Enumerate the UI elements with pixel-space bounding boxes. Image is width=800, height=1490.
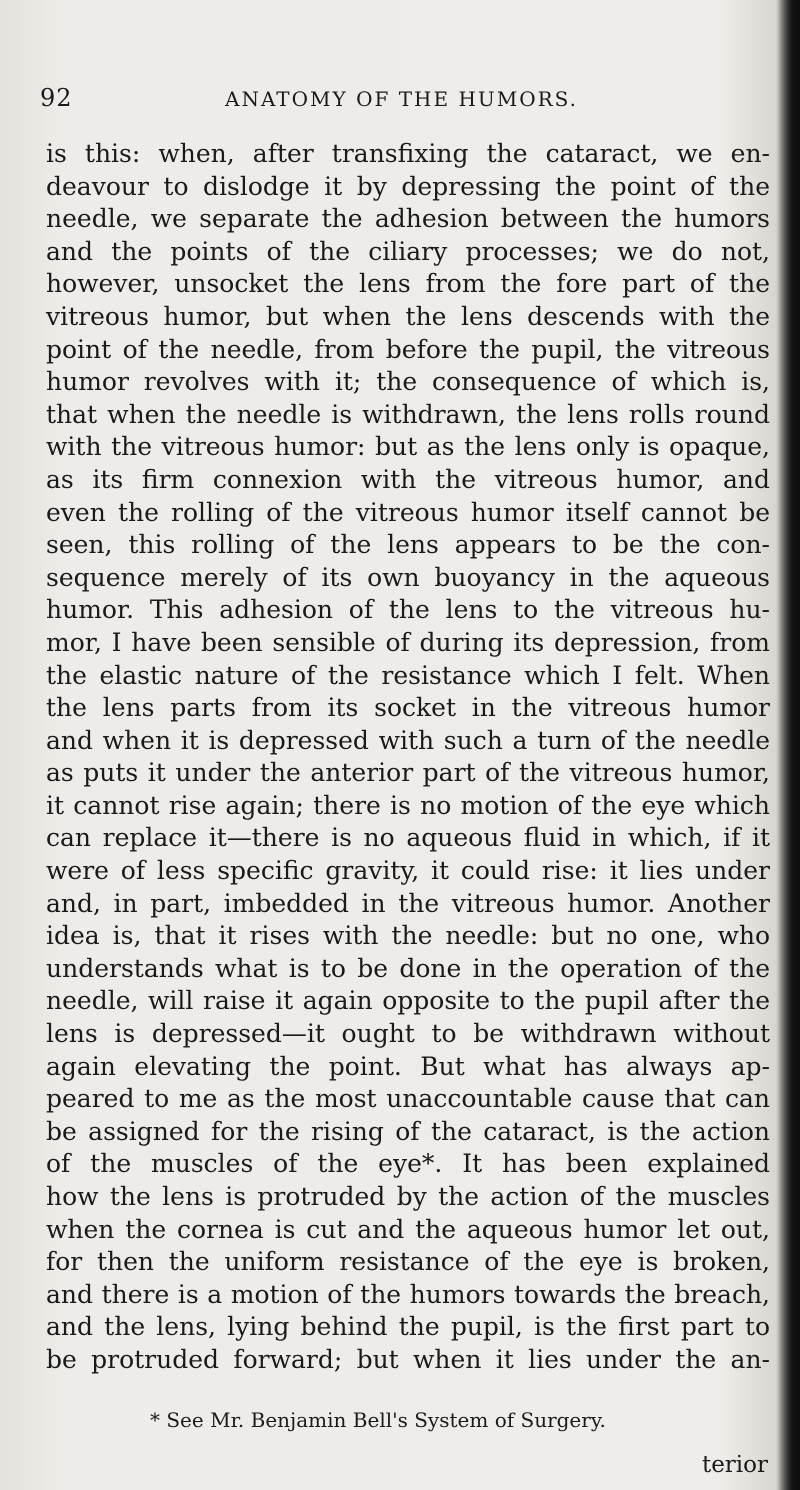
text-line: vitreous humor, but when the lens descends with the	[46, 301, 770, 331]
text-line: that when the needle is withdrawn, the lens rolls round	[46, 399, 770, 429]
text-line: is this: when, after transfixing the cataract, we en-	[46, 139, 770, 168]
text-line: needle, we separate the adhesion between the humors	[46, 204, 770, 234]
text-line: with the vitreous humor: but as the lens only is opaque,	[46, 432, 770, 462]
text-line: idea is, that it rises with the needle: but no one, who	[46, 921, 770, 951]
text-line: and the lens, lying behind the pupil, is the first part to	[46, 1312, 770, 1342]
text-line: lens is depressed—it ought to be withdrawn without	[46, 1019, 770, 1049]
binding-edge	[778, 0, 800, 1490]
text-line: and there is a motion of the humors towards the breach,	[46, 1279, 770, 1309]
text-line: again elevating the point. But what has always ap-	[46, 1051, 770, 1081]
text-line: needle, will raise it again opposite to the pupil after the	[46, 986, 770, 1016]
text-line: be assigned for the rising of the cataract, is the action	[46, 1116, 770, 1146]
page-header	[40, 84, 770, 118]
text-line: however, unsocket the lens from the fore part of the	[46, 269, 770, 299]
text-line: for then the uniform resistance of the eye is broken,	[46, 1247, 770, 1277]
running-head: ANATOMY OF THE HUMORS.	[225, 87, 579, 111]
text-line: humor. This adhesion of the lens to the vitreous hu-	[46, 595, 770, 625]
catchword: terior	[701, 1452, 768, 1478]
text-line: when the cornea is cut and the aqueous humor let out,	[46, 1214, 770, 1244]
text-line: of the muscles of the eye*. It has been explained	[46, 1149, 770, 1179]
text-line: understands what is to be done in the operation of the	[46, 953, 770, 983]
text-line: it cannot rise again; there is no motion of the eye which	[46, 790, 770, 820]
text-line: point of the needle, from before the pupil, the vitreous	[46, 334, 770, 364]
text-line: and, in part, imbedded in the vitreous humor. Another	[46, 888, 770, 918]
page-number: 92	[40, 84, 73, 112]
text-line: even the rolling of the vitreous humor itself cannot be	[46, 497, 770, 527]
text-line: sequence merely of its own buoyancy in the aqueous	[46, 562, 770, 592]
text-line: humor revolves with it; the consequence of which is,	[46, 367, 770, 397]
text-line: seen, this rolling of the lens appears to be the con-	[46, 530, 770, 560]
text-line: peared to me as the most unaccountable cause that can	[46, 1084, 770, 1114]
footnote: * See Mr. Benjamin Bell's System of Surgery.	[150, 1408, 606, 1432]
text-line: the elastic nature of the resistance which I felt. When	[46, 660, 770, 690]
text-line: and when it is depressed with such a turn of the needle	[46, 725, 770, 755]
text-line: can replace it—there is no aqueous fluid in which, if it	[46, 823, 770, 853]
text-line: how the lens is protruded by the action of the muscles	[46, 1182, 770, 1211]
text-line: as its firm connexion with the vitreous humor, and	[46, 464, 770, 494]
text-line: and the points of the ciliary processes; we do not,	[46, 236, 770, 266]
text-line: as puts it under the anterior part of the vitreous humor,	[46, 758, 770, 788]
text-line: the lens parts from its socket in the vitreous humor	[46, 693, 770, 723]
text-line: deavour to dislodge it by depressing the point of the	[46, 171, 770, 201]
body-text	[46, 138, 770, 1377]
text-line: mor, I have been sensible of during its depression, from	[46, 627, 770, 657]
text-line: were of less specific gravity, it could rise: it lies under	[46, 856, 770, 886]
text-line: be protruded forward; but when it lies under the an-	[46, 1344, 770, 1374]
